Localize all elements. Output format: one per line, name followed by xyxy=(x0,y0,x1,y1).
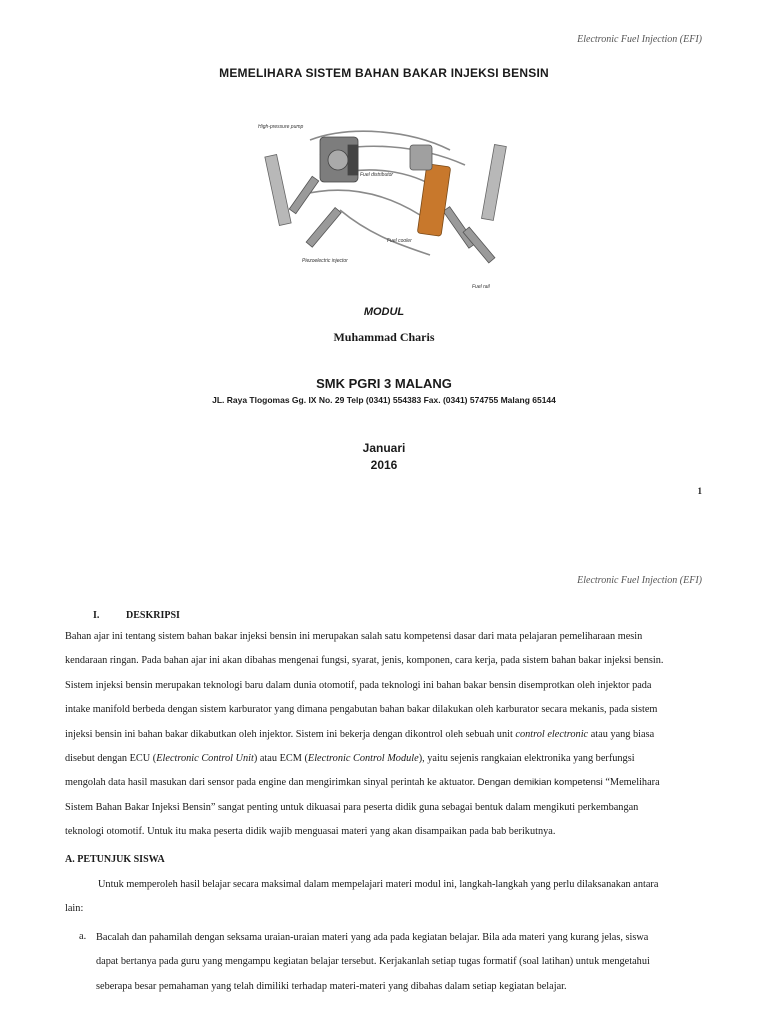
fuel-system-diagram xyxy=(250,115,525,297)
section-heading xyxy=(93,610,180,621)
paragraph-line: Sistem Bahan Bakar Injeksi Bensin” sangat penting untuk dikuasai para peserta didik guna sebagai bentuk dalam mengikuti perkembangan xyxy=(65,801,639,813)
paragraph-line: kendaraan ringan. Pada bahan ajar ini akan dibahas mengenai fungsi, syarat, jenis, komponen, cara kerja, pada sistem bahan bakar injeksi bensin. xyxy=(65,655,664,667)
paragraph-line: intake manifold berbeda dengan sistem karburator yang dimana pengabutan bahan bakar dilakukan oleh karburator secara mekanis, pada sistem xyxy=(65,704,658,716)
modul-label: MODUL xyxy=(363,306,405,318)
subsection-heading: A. PETUNJUK SISWA xyxy=(65,854,165,865)
page-2 xyxy=(0,515,768,1024)
section-number: I. xyxy=(93,610,100,621)
description-paragraph xyxy=(65,630,705,850)
month: Januari xyxy=(362,441,406,455)
label-pump: High-pressure pump xyxy=(258,124,304,130)
instructions-intro xyxy=(65,878,705,927)
list-line: Bacalah dan pahamilah dengan seksama uraian-uraian materi yang ada pada kegiatan belajar. Bila ada materi yang kurang jelas, siswa xyxy=(96,932,649,943)
paragraph-line: Untuk memperoleh hasil belajar secara maksimal dalam mempelajari materi modul ini, langkah-langkah yang perlu dilaksanakan antara xyxy=(98,879,659,890)
paragraph-line: Sistem injeksi bensin merupakan teknologi baru dalam dunia otomotif, pada teknologi ini bahan bakar bensin disemprotkan oleh injektor pada xyxy=(65,679,652,691)
label-rail: Fuel rail xyxy=(472,284,490,290)
label-injector: Piezoelectric injector xyxy=(302,258,348,264)
year: 2016 xyxy=(370,458,398,472)
list-line: seberapa besar pemahaman yang telah dimiliki terhadap materi-materi yang dibahas dalam setiap kegiatan belajar. xyxy=(96,980,567,992)
school-address: JL. Raya Tlogomas Gg. IX No. 29 Telp (0341) 554383 Fax. (0341) 574755 Malang 65144 xyxy=(212,395,556,405)
running-header: Electronic Fuel Injection (EFI) xyxy=(577,34,702,45)
paragraph-line: injeksi bensin ini bahan bakar dikabutkan oleh injektor. Sistem ini bekerja dengan dikontrol oleh sebuah unit control electronic atau yang biasa xyxy=(65,728,655,740)
paragraph-line: Bahan ajar ini tentang sistem bahan bakar injeksi bensin ini merupakan salah satu kompetensi dasar dari mata pelajaran pemeliharaan mesin xyxy=(65,631,643,642)
section-title: DESKRIPSI xyxy=(126,610,180,621)
page-number: 1 xyxy=(697,486,702,496)
document-title: MEMELIHARA SISTEM BAHAN BAKAR INJEKSI BENSIN xyxy=(219,66,549,80)
paragraph-line: teknologi otomotif. Untuk itu maka peserta didik wajib menguasai materi yang akan disampaikan pada bab berikutnya. xyxy=(65,826,556,838)
paragraph-line: disebut dengan ECU (Electronic Control Unit) atau ECM (Electronic Control Module), yaitu sejenis rangkaian elektronika yang berfungsi xyxy=(65,752,635,764)
author-name: Muhammad Charis xyxy=(333,330,435,344)
label-cooler: Fuel cooler xyxy=(387,238,412,244)
list-line: dapat bertanya pada guru yang mengampu kegiatan belajar tersebut. Kerjakanlah setiap tugas formatif (soal latihan) untuk mengetahui xyxy=(96,956,650,968)
label-distributor: Fuel distributor xyxy=(360,172,394,178)
paragraph-line: lain: xyxy=(65,903,84,915)
school-name: SMK PGRI 3 MALANG xyxy=(316,376,452,391)
paragraph-line: mengolah data hasil masukan dari sensor pada engine dan mengirimkan sinyal perintah ke aktuator. Dengan demikian kompetensi “Memelihara xyxy=(65,777,660,789)
running-header: Electronic Fuel Injection (EFI) xyxy=(577,575,702,586)
list-marker: a. xyxy=(79,931,87,942)
